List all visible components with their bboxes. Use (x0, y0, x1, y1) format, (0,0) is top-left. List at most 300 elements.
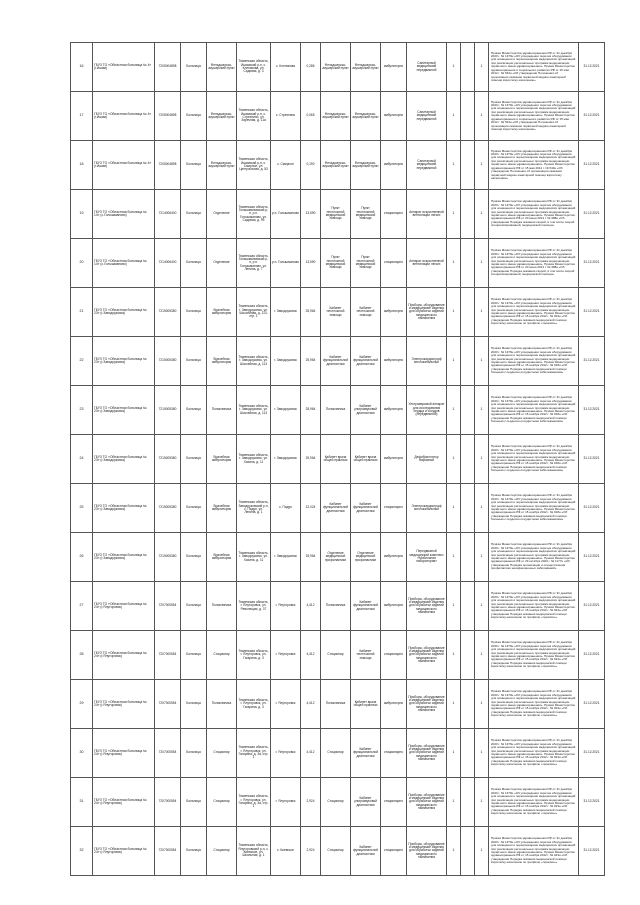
table-row (71, 43, 605, 92)
planned-unit-cell: Фельдшерско-акушерский пункт (351, 92, 381, 141)
organization-name-cell: ГБУЗ ТО «Областная больница № 23» (г.Заводоуковск) (93, 435, 155, 484)
care-category-cell: амбулаторно (381, 435, 407, 484)
organization-type-cell: Больница (181, 386, 207, 435)
population-cell: 2,924 (301, 778, 321, 827)
equipment-name-cell: Аппарат искусственной вентиляции легких (407, 239, 447, 288)
unit-address-cell: Тюменская область, Ялуторовский р-н, с. Киевское, ул. Школьная, д. 1 (237, 827, 271, 876)
quantity-total-cell: 1 (447, 484, 461, 533)
regulatory-basis-cell: Приказ Министерства здравоохранения РФ от 31 декабря 2020 г. № 1379н «Об утверждении перечня оборудования для оснащения и переоснащения медицинских организаций при реализации региональных программ модернизации первичного звена здравоохранения». Приказ Министерства здравоохранения РФ от 15 ноября 2012 г. № 918н «Об утверждении Порядка оказания медицинской помощи больным с сердечно-сосудистыми заболеваниями» (489, 386, 579, 435)
settlement-cell: с. Падун (271, 484, 301, 533)
population-cell: 13,590 (301, 190, 321, 239)
organization-type-cell: Больница (181, 337, 207, 386)
medical-object-cell: Поликлиника (321, 386, 351, 435)
table-row (71, 288, 605, 337)
unit-address-cell: Тюменская область, г. Ялуторовск, ул. Гагарина, д. 3 (237, 680, 271, 729)
organization-name-cell: ГБУЗ ТО «Областная больница № 23» (г.Заводоуковск) (93, 484, 155, 533)
table-row (71, 827, 605, 876)
quantity-total-cell: 1 (447, 533, 461, 582)
quantity-existing-cell (461, 190, 475, 239)
settlement-cell: г. Ялуторовск (271, 631, 301, 680)
equipment-name-cell: Приборы, оборудование и медицинские изделия для обработки изделий медицинского назначения (407, 729, 447, 778)
quantity-total-cell: 1 (447, 778, 461, 827)
quantity-needed-cell: 1 (475, 337, 489, 386)
care-category-cell: стационарно (381, 484, 407, 533)
organization-code-cell: 7205004898 (155, 141, 181, 190)
quantity-existing-cell (461, 827, 475, 876)
organization-type-cell: Больница (181, 484, 207, 533)
quantity-needed-cell: 1 (475, 484, 489, 533)
equipment-name-cell: Санитарный медицинский передвижной (407, 92, 447, 141)
equipment-name-cell: Приборы, оборудование и медицинские изделия для обработки изделий медицинского назначения (407, 778, 447, 827)
settlement-cell: г. Заводоуковск (271, 386, 301, 435)
quantity-existing-cell (461, 533, 475, 582)
delivery-date-cell: 31.12.2021 (579, 288, 605, 337)
equipment-table (70, 42, 605, 876)
unit-address-cell: Тюменская область, г. Заводоуковск, ул. Хахина, д. 11 (237, 533, 271, 582)
quantity-needed-cell: 1 (475, 43, 489, 92)
settlement-cell: р.п. Голышманово (271, 190, 301, 239)
row-number-cell: 30 (71, 729, 93, 778)
equipment-name-cell: Ультразвуковой аппарат для исследования сердца и сосудов (передвижной) (407, 386, 447, 435)
population-cell: 0,065 (301, 92, 321, 141)
settlement-cell: г. Ялуторовск (271, 729, 301, 778)
quantity-needed-cell: 1 (475, 582, 489, 631)
row-number-cell: 21 (71, 288, 93, 337)
population-cell: 22,024 (301, 484, 321, 533)
medical-object-cell: Кабинет неотложной помощи (321, 288, 351, 337)
quantity-total-cell: 1 (447, 92, 461, 141)
delivery-date-cell: 31.12.2021 (579, 582, 605, 631)
quantity-existing-cell (461, 484, 475, 533)
medical-object-cell: Стационар (321, 827, 351, 876)
planned-unit-cell: Кабинет функциональной диагностики (351, 827, 381, 876)
organization-name-cell: ГБУЗ ТО «Областная больница № 24» (г.Ялуторовск) (93, 827, 155, 876)
structural-unit-cell: Отделение (207, 239, 237, 288)
equipment-name-cell: Передвижной медицинский комплекс «Мобильная лаборатория» (407, 533, 447, 582)
table-row (71, 141, 605, 190)
medical-object-cell: Поликлиника (321, 680, 351, 729)
organization-name-cell: ГБУЗ ТО «Областная больница № 24» (г.Ялуторовск) (93, 631, 155, 680)
organization-name-cell: ГБУЗ ТО «Областная больница № 24» (г.Ялуторовск) (93, 729, 155, 778)
delivery-date-cell: 31.12.2021 (579, 239, 605, 288)
quantity-total-cell: 1 (447, 582, 461, 631)
equipment-name-cell: Приборы, оборудование и медицинские изделия для обработки изделий медицинского назначения (407, 631, 447, 680)
structural-unit-cell: Поликлиника (207, 582, 237, 631)
quantity-existing-cell (461, 92, 475, 141)
row-number-cell: 25 (71, 484, 93, 533)
row-number-cell: 28 (71, 631, 93, 680)
medical-object-cell: Поликлиника (321, 582, 351, 631)
quantity-existing-cell (461, 43, 475, 92)
delivery-date-cell: 31.12.2021 (579, 533, 605, 582)
organization-name-cell: ГБУЗ ТО «Областная больница № 4» (г.Ишим) (93, 92, 155, 141)
quantity-existing-cell (461, 729, 475, 778)
row-number-cell: 23 (71, 386, 93, 435)
structural-unit-cell: Стационар (207, 827, 237, 876)
settlement-cell: г. Заводоуковск (271, 337, 301, 386)
regulatory-basis-cell: Приказ Министерства здравоохранения РФ от 31 декабря 2020 г. № 1379н «Об утверждении перечня оборудования для оснащения и переоснащения медицинских организаций при реализации региональных программ модернизации первичного звена здравоохранения». Приказ Министерства здравоохранения РФ от 15 ноября 2012 г. № 923н «Об утверждении Порядка оказания медицинской помощи взрослому населению по профилю «терапия»» (489, 631, 579, 680)
settlement-cell: с. Смирное (271, 141, 301, 190)
population-cell: 4,412 (301, 582, 321, 631)
quantity-existing-cell (461, 239, 475, 288)
organization-name-cell: ГБУЗ ТО «Областная больница № 24» (г.Ялуторовск) (93, 680, 155, 729)
settlement-cell: с. Киевское (271, 827, 301, 876)
medical-object-cell: Стационар (321, 729, 351, 778)
unit-address-cell: Тюменская область, Голышмановский р-н, р.п. Голышманово, ул. Ленина, д. 7 (237, 239, 271, 288)
settlement-cell: р.п. Голышманово (271, 239, 301, 288)
care-category-cell: амбулаторно (381, 582, 407, 631)
unit-address-cell: Тюменская область, Ишимский р-н, с. Стрехнино, ул. Заречная, д. 11а (237, 92, 271, 141)
population-cell: 4,412 (301, 631, 321, 680)
regulatory-basis-cell: Приказ Министерства здравоохранения РФ от 31 декабря 2020 г. № 1379н «Об утверждении перечня оборудования для оснащения и переоснащения медицинских организаций при реализации региональных программ модернизации первичного звена здравоохранения». Приказ Министерства здравоохранения РФ от 15 ноября 2012 г. № 923н «Об утверждении Порядка оказания медицинской помощи взрослому населению по профилю «терапия»» (489, 827, 579, 876)
planned-unit-cell: Фельдшерско-акушерский пункт (351, 141, 381, 190)
population-cell: 2,924 (301, 827, 321, 876)
medical-object-cell: Кабинет врача общей практики (321, 435, 351, 484)
planned-unit-cell: Пункт неотложной медицинской помощи (351, 239, 381, 288)
regulatory-basis-cell: Приказ Министерства здравоохранения РФ от 31 декабря 2020 г. № 1379н «Об утверждении перечня оборудования для оснащения и переоснащения медицинских организаций при реализации региональных программ модернизации первичного звена здравоохранения». Приказ Министерства здравоохранения РФ от 15 ноября 2012 г. № 923н «Об утверждении Порядка оказания медицинской помощи взрослому населению по профилю «терапия»» (489, 582, 579, 631)
structural-unit-cell: Стационар (207, 778, 237, 827)
structural-unit-cell: Врачебная амбулатория (207, 533, 237, 582)
equipment-name-cell: Санитарный медицинский передвижной (407, 43, 447, 92)
equipment-name-cell: Электрокардиограф многоканальный (407, 484, 447, 533)
delivery-date-cell: 31.12.2021 (579, 435, 605, 484)
quantity-total-cell: 1 (447, 190, 461, 239)
quantity-needed-cell: 1 (475, 631, 489, 680)
equipment-name-cell: Аппарат искусственной вентиляции легких (407, 190, 447, 239)
organization-name-cell: ГБУЗ ТО «Областная больница № 23» (г.Заводоуковск) (93, 337, 155, 386)
row-number-cell: 22 (71, 337, 93, 386)
regulatory-basis-cell: Приказ Министерства здравоохранения РФ от 31 декабря 2020 г. № 1379н «Об утверждении перечня оборудования для оснащения и переоснащения медицинских организаций при реализации региональных программ модернизации первичного звена здравоохранения». Приказ Министерства здравоохранения и социального развития РФ от 15 мая 2012 г. № 543н «Об утверждении Положения об организации оказания первичной медико-санитарной помощи взрослому населению» (489, 92, 579, 141)
organization-code-cell: 7215005380 (155, 288, 181, 337)
care-category-cell: амбулаторно (381, 533, 407, 582)
table-row (71, 631, 605, 680)
care-category-cell: амбулаторно (381, 141, 407, 190)
care-category-cell: стационарно (381, 239, 407, 288)
quantity-existing-cell (461, 435, 475, 484)
quantity-needed-cell: 1 (475, 435, 489, 484)
planned-unit-cell: Фельдшерско-акушерский пункт (351, 43, 381, 92)
organization-name-cell: ГБУЗ ТО «Областная больница № 4» (г.Ишим) (93, 43, 155, 92)
table-row (71, 729, 605, 778)
care-category-cell: амбулаторно (381, 92, 407, 141)
quantity-existing-cell (461, 337, 475, 386)
planned-unit-cell: Кабинет функциональной диагностики (351, 729, 381, 778)
quantity-total-cell: 1 (447, 337, 461, 386)
quantity-needed-cell: 1 (475, 778, 489, 827)
row-number-cell: 16 (71, 43, 93, 92)
regulatory-basis-cell: Приказ Министерства здравоохранения РФ от 31 декабря 2020 г. № 1379н «Об утверждении перечня оборудования для оснащения и переоснащения медицинских организаций при реализации региональных программ модернизации первичного звена здравоохранения». Приказ Министерства здравоохранения РФ от 15 ноября 2012 г. № 923н «Об утверждении Порядка оказания медицинской помощи взрослому населению по профилю «терапия»» (489, 680, 579, 729)
settlement-cell: г. Ялуторовск (271, 778, 301, 827)
unit-address-cell: Тюменская область, г. Ялуторовск, ул. Революции, д. 37 (237, 582, 271, 631)
organization-type-cell: Больница (181, 288, 207, 337)
table-row (71, 582, 605, 631)
structural-unit-cell: Стационар (207, 631, 237, 680)
equipment-name-cell: Приборы, оборудование и медицинские изделия для обработки изделий медицинского назначения (407, 582, 447, 631)
organization-code-cell: 7207000554 (155, 680, 181, 729)
quantity-existing-cell (461, 288, 475, 337)
organization-type-cell: Больница (181, 533, 207, 582)
equipment-name-cell: Дефибриллятор бифазный (407, 435, 447, 484)
delivery-date-cell: 31.12.2021 (579, 141, 605, 190)
medical-object-cell: Пункт неотложной медицинской помощи (321, 239, 351, 288)
table-body (71, 43, 605, 876)
quantity-total-cell: 1 (447, 680, 461, 729)
unit-address-cell: Тюменская область, Заводоуковский р-н, с. Падун, ул. Ленина, д. 1 (237, 484, 271, 533)
organization-code-cell: 7215005380 (155, 386, 181, 435)
table-row (71, 92, 605, 141)
organization-type-cell: Больница (181, 190, 207, 239)
structural-unit-cell: Врачебная амбулатория (207, 484, 237, 533)
organization-code-cell: 7215005380 (155, 484, 181, 533)
row-number-cell: 29 (71, 680, 93, 729)
settlement-cell: с. Клепикова (271, 43, 301, 92)
organization-name-cell: ГБУЗ ТО «Областная больница № 4» (г.Ишим) (93, 141, 155, 190)
delivery-date-cell: 31.12.2021 (579, 729, 605, 778)
care-category-cell: стационарно (381, 631, 407, 680)
delivery-date-cell: 31.12.2021 (579, 386, 605, 435)
table-row (71, 680, 605, 729)
organization-code-cell: 7215005380 (155, 533, 181, 582)
settlement-cell: г. Ялуторовск (271, 582, 301, 631)
organization-type-cell: Больница (181, 239, 207, 288)
medical-object-cell: Фельдшерско-акушерский пункт (321, 43, 351, 92)
organization-name-cell: ГБУЗ ТО «Областная больница № 24» (г.Ялуторовск) (93, 582, 155, 631)
table-row (71, 190, 605, 239)
population-cell: 25,964 (301, 386, 321, 435)
population-cell: 25,964 (301, 337, 321, 386)
organization-code-cell: 7214006400 (155, 239, 181, 288)
regulatory-basis-cell: Приказ Министерства здравоохранения РФ от 31 декабря 2020 г. № 1379н «Об утверждении перечня оборудования для оснащения и переоснащения медицинских организаций при реализации региональных программ модернизации первичного звена здравоохранения». Приказ Министерства здравоохранения РФ от 15 ноября 2012 г. № 918н «Об утверждении Порядка оказания медицинской помощи больным с сердечно-сосудистыми заболеваниями» (489, 484, 579, 533)
delivery-date-cell: 31.12.2021 (579, 92, 605, 141)
row-number-cell: 32 (71, 827, 93, 876)
planned-unit-cell: Кабинет функциональной диагностики (351, 484, 381, 533)
quantity-total-cell: 1 (447, 386, 461, 435)
care-category-cell: стационарно (381, 827, 407, 876)
medical-object-cell: Стационар (321, 631, 351, 680)
regulatory-basis-cell: Приказ Министерства здравоохранения РФ от 31 декабря 2020 г. № 1379н «Об утверждении перечня оборудования для оснащения и переоснащения медицинских организаций при реализации региональных программ модернизации первичного звена здравоохранения». Приказ Министерства здравоохранения РФ от 15 ноября 2012 г. № 918н «Об утверждении Порядка оказания медицинской помощи больным с сердечно-сосудистыми заболеваниями» (489, 435, 579, 484)
medical-object-cell: Стационар (321, 778, 351, 827)
delivery-date-cell: 31.12.2021 (579, 43, 605, 92)
quantity-total-cell: 1 (447, 631, 461, 680)
row-number-cell: 26 (71, 533, 93, 582)
quantity-total-cell: 1 (447, 239, 461, 288)
row-number-cell: 27 (71, 582, 93, 631)
organization-code-cell: 7207000554 (155, 631, 181, 680)
organization-type-cell: Больница (181, 92, 207, 141)
medical-object-cell: Фельдшерско-акушерский пункт (321, 92, 351, 141)
medical-object-cell: Кабинет функциональной диагностики (321, 484, 351, 533)
care-category-cell: амбулаторно (381, 288, 407, 337)
planned-unit-cell: Кабинет врача общей практики (351, 680, 381, 729)
row-number-cell: 24 (71, 435, 93, 484)
quantity-needed-cell: 1 (475, 190, 489, 239)
table-row (71, 337, 605, 386)
unit-address-cell: Тюменская область, Ишимский р-н, с. Смирное, ул. Центральная, д. 53 (237, 141, 271, 190)
organization-name-cell: ГБУЗ ТО «Областная больница № 24» (г.Ялуторовск) (93, 778, 155, 827)
population-cell: 25,964 (301, 533, 321, 582)
organization-name-cell: ГБУЗ ТО «Областная больница № 23» (г.Заводоуковск) (93, 386, 155, 435)
row-number-cell: 20 (71, 239, 93, 288)
organization-code-cell: 7205004898 (155, 43, 181, 92)
unit-address-cell: Тюменская область, г. Ялуторовск, ул. Гагарина, д. 3 (237, 631, 271, 680)
structural-unit-cell: Фельдшерско-акушерский пункт (207, 92, 237, 141)
structural-unit-cell: Поликлиника (207, 680, 237, 729)
quantity-total-cell: 1 (447, 729, 461, 778)
table-row (71, 435, 605, 484)
organization-code-cell: 7207000554 (155, 827, 181, 876)
settlement-cell: г. Заводоуковск (271, 288, 301, 337)
care-category-cell: амбулаторно (381, 386, 407, 435)
unit-address-cell: Тюменская область, г. Заводоуковск, ул. Шоссейная, д. 113 (237, 386, 271, 435)
organization-type-cell: Больница (181, 141, 207, 190)
regulatory-basis-cell: Приказ Министерства здравоохранения РФ от 31 декабря 2020 г. № 1379н «Об утверждении перечня оборудования для оснащения и переоснащения медицинских организаций при реализации региональных программ модернизации первичного звена здравоохранения». Приказ Министерства здравоохранения РФ от 15 ноября 2012 г. № 918н «Об утверждении Порядка оказания медицинской помощи больным с сердечно-сосудистыми заболеваниями» (489, 337, 579, 386)
quantity-needed-cell: 1 (475, 827, 489, 876)
quantity-needed-cell: 1 (475, 92, 489, 141)
organization-name-cell: ГБУЗ ТО «Областная больница № 14» (с.Голышманово) (93, 239, 155, 288)
structural-unit-cell: Фельдшерско-акушерский пункт (207, 43, 237, 92)
organization-type-cell: Больница (181, 729, 207, 778)
organization-code-cell: 7215005380 (155, 337, 181, 386)
delivery-date-cell: 31.12.2021 (579, 631, 605, 680)
organization-type-cell: Больница (181, 631, 207, 680)
quantity-needed-cell: 1 (475, 729, 489, 778)
planned-unit-cell: Кабинет функциональной диагностики (351, 337, 381, 386)
population-cell: 25,964 (301, 288, 321, 337)
quantity-existing-cell (461, 680, 475, 729)
care-category-cell: амбулаторно (381, 43, 407, 92)
quantity-existing-cell (461, 141, 475, 190)
quantity-needed-cell: 1 (475, 141, 489, 190)
organization-code-cell: 7207000554 (155, 778, 181, 827)
quantity-total-cell: 1 (447, 43, 461, 92)
structural-unit-cell: Врачебная амбулатория (207, 435, 237, 484)
organization-name-cell: ГБУЗ ТО «Областная больница № 23» (г.Заводоуковск) (93, 288, 155, 337)
equipment-name-cell: Приборы, оборудование и медицинские изделия для обработки изделий медицинского назначения (407, 288, 447, 337)
planned-unit-cell: Кабинет неотложной помощи (351, 288, 381, 337)
regulatory-basis-cell: Приказ Министерства здравоохранения РФ от 31 декабря 2020 г. № 1379н «Об утверждении перечня оборудования для оснащения и переоснащения медицинских организаций при реализации региональных программ модернизации первичного звена здравоохранения». Приказ Министерства здравоохранения РФ от 15 ноября 2012 г. № 923н «Об утверждении Порядка оказания медицинской помощи взрослому населению по профилю «терапия»» (489, 729, 579, 778)
equipment-name-cell: Приборы, оборудование и медицинские изделия для обработки изделий медицинского назначения (407, 680, 447, 729)
delivery-date-cell: 31.12.2021 (579, 827, 605, 876)
quantity-existing-cell (461, 386, 475, 435)
delivery-date-cell: 31.12.2021 (579, 680, 605, 729)
population-cell: 0,286 (301, 43, 321, 92)
row-number-cell: 17 (71, 92, 93, 141)
unit-address-cell: Тюменская область, г. Заводоуковск, ул. Хахина, д. 11 (237, 435, 271, 484)
quantity-total-cell: 1 (447, 827, 461, 876)
structural-unit-cell: Врачебная амбулатория (207, 337, 237, 386)
unit-address-cell: Тюменская область, г. Ялуторовск, ул. Гагарина, д. 3а, стр. 1 (237, 729, 271, 778)
quantity-needed-cell: 1 (475, 288, 489, 337)
regulatory-basis-cell: Приказ Министерства здравоохранения РФ от 31 декабря 2020 г. № 1379н «Об утверждении перечня оборудования для оснащения и переоснащения медицинских организаций при реализации региональных программ модернизации первичного звена здравоохранения». Приказ Министерства здравоохранения РФ от 29 октября 2020 г. № 1177н «Об утверждении Порядка организации и осуществления профилактики неинфекционных заболеваний» (489, 533, 579, 582)
organization-type-cell: Больница (181, 43, 207, 92)
organization-type-cell: Больница (181, 435, 207, 484)
regulatory-basis-cell: Приказ Министерства здравоохранения РФ от 31 декабря 2020 г. № 1379н «Об утверждении перечня оборудования для оснащения и переоснащения медицинских организаций при реализации региональных программ модернизации первичного звена здравоохранения». Приказ Министерства здравоохранения РФ от 20 июня 2013 г. № 388н «Об утверждении Порядка оказания скорой, в том числе скорой специализированной, медицинской помощи» (489, 190, 579, 239)
regulatory-basis-cell: Приказ Министерства здравоохранения РФ от 31 декабря 2020 г. № 1379н «Об утверждении перечня оборудования для оснащения и переоснащения медицинских организаций при реализации региональных программ модернизации первичного звена здравоохранения». Приказ Министерства здравоохранения РФ от 15 мая 2012 г. № 543н «Об утверждении Положения об организации оказания первичной медико-санитарной помощи взрослому населению» (489, 141, 579, 190)
structural-unit-cell: Отделение (207, 190, 237, 239)
settlement-cell: с. Стрехнино (271, 92, 301, 141)
planned-unit-cell: Кабинет ультразвуковой диагностики (351, 386, 381, 435)
population-cell: 4,412 (301, 729, 321, 778)
care-category-cell: стационарно (381, 190, 407, 239)
organization-type-cell: Больница (181, 827, 207, 876)
row-number-cell: 31 (71, 778, 93, 827)
structural-unit-cell: Врачебная амбулатория (207, 288, 237, 337)
unit-address-cell: Тюменская область, Ишимский р-н, с. Клепикова, ул. Садовая, д. 3 (237, 43, 271, 92)
population-cell: 13,590 (301, 239, 321, 288)
quantity-total-cell: 1 (447, 141, 461, 190)
regulatory-basis-cell: Приказ Министерства здравоохранения РФ от 31 декабря 2020 г. № 1379н «Об утверждении перечня оборудования для оснащения и переоснащения медицинских организаций при реализации региональных программ модернизации первичного звена здравоохранения». Приказ Министерства здравоохранения РФ от 15 ноября 2012 г. № 923н «Об утверждении Порядка оказания медицинской помощи взрослому населению по профилю «терапия»» (489, 288, 579, 337)
quantity-existing-cell (461, 582, 475, 631)
care-category-cell: стационарно (381, 778, 407, 827)
organization-code-cell: 7215005380 (155, 435, 181, 484)
medical-object-cell: Кабинет функциональной диагностики (321, 337, 351, 386)
medical-object-cell: Отделение медицинской профилактики (321, 533, 351, 582)
settlement-cell: г. Ялуторовск (271, 680, 301, 729)
population-cell: 25,964 (301, 435, 321, 484)
settlement-cell: г. Заводоуковск (271, 435, 301, 484)
table-row (71, 533, 605, 582)
organization-type-cell: Больница (181, 778, 207, 827)
table-row (71, 239, 605, 288)
quantity-total-cell: 1 (447, 288, 461, 337)
organization-type-cell: Больница (181, 582, 207, 631)
structural-unit-cell: Фельдшерско-акушерский пункт (207, 141, 237, 190)
medical-object-cell: Пункт неотложной медицинской помощи (321, 190, 351, 239)
planned-unit-cell: Отделение медицинской профилактики (351, 533, 381, 582)
planned-unit-cell: Кабинет функциональной диагностики (351, 582, 381, 631)
quantity-existing-cell (461, 778, 475, 827)
row-number-cell: 19 (71, 190, 93, 239)
organization-name-cell: ГБУЗ ТО «Областная больница № 23» (г.Заводоуковск) (93, 533, 155, 582)
planned-unit-cell: Кабинет неотложной помощи (351, 631, 381, 680)
structural-unit-cell: Стационар (207, 729, 237, 778)
unit-address-cell: Тюменская область, Голышмановский р-н, р.п. Голышманово, ул. Садовая, д. 99 (237, 190, 271, 239)
settlement-cell: г. Заводоуковск (271, 533, 301, 582)
equipment-name-cell: Электрокардиограф многоканальный (407, 337, 447, 386)
row-number-cell: 18 (71, 141, 93, 190)
quantity-needed-cell: 1 (475, 386, 489, 435)
population-cell: 4,412 (301, 680, 321, 729)
unit-address-cell: Тюменская область, г. Заводоуковск, ул. Шоссейная, д. 113, стр. 1 (237, 288, 271, 337)
care-category-cell: амбулаторно (381, 680, 407, 729)
delivery-date-cell: 31.12.2021 (579, 778, 605, 827)
table-row (71, 484, 605, 533)
care-category-cell: амбулаторно (381, 337, 407, 386)
organization-name-cell: ГБУЗ ТО «Областная больница № 14» (с.Голышманово) (93, 190, 155, 239)
planned-unit-cell: Пункт неотложной медицинской помощи (351, 190, 381, 239)
organization-code-cell: 7214006400 (155, 190, 181, 239)
unit-address-cell: Тюменская область, г. Ялуторовск, ул. Гагарина, д. 3а, стр. 1 (237, 778, 271, 827)
planned-unit-cell: Кабинет врача общей практики (351, 435, 381, 484)
regulatory-basis-cell: Приказ Министерства здравоохранения РФ от 31 декабря 2020 г. № 1379н «Об утверждении перечня оборудования для оснащения и переоснащения медицинских организаций при реализации региональных программ модернизации первичного звена здравоохранения». Приказ Министерства здравоохранения РФ от 15 ноября 2012 г. № 923н «Об утверждении Порядка оказания медицинской помощи взрослому населению по профилю «терапия»» (489, 778, 579, 827)
structural-unit-cell: Поликлиника (207, 386, 237, 435)
unit-address-cell: Тюменская область, г. Заводоуковск, ул. Шоссейная, д. 113 (237, 337, 271, 386)
medical-object-cell: Фельдшерско-акушерский пункт (321, 141, 351, 190)
delivery-date-cell: 31.12.2021 (579, 484, 605, 533)
organization-code-cell: 7207000554 (155, 582, 181, 631)
organization-type-cell: Больница (181, 680, 207, 729)
organization-code-cell: 7207000554 (155, 729, 181, 778)
planned-unit-cell: Кабинет ультразвуковой диагностики (351, 778, 381, 827)
quantity-needed-cell: 1 (475, 533, 489, 582)
regulatory-basis-cell: Приказ Министерства здравоохранения РФ от 31 декабря 2020 г. № 1379н «Об утверждении перечня оборудования для оснащения и переоснащения медицинских организаций при реализации региональных программ модернизации первичного звена здравоохранения». Приказ Министерства здравоохранения и социального развития РФ от 15 мая 2012 г. № 543н «Об утверждении Положения об организации оказания первичной медико-санитарной помощи взрослому населению» (489, 43, 579, 92)
quantity-total-cell: 1 (447, 435, 461, 484)
regulatory-basis-cell: Приказ Министерства здравоохранения РФ от 31 декабря 2020 г. № 1379н «Об утверждении перечня оборудования для оснащения и переоснащения медицинских организаций при реализации региональных программ модернизации первичного звена здравоохранения». Приказ Министерства здравоохранения РФ от 20 июня 2013 г. № 388н «Об утверждении Порядка оказания скорой, в том числе скорой специализированной, медицинской помощи» (489, 239, 579, 288)
equipment-name-cell: Приборы, оборудование и медицинские изделия для обработки изделий медицинского назначения (407, 827, 447, 876)
table-row (71, 386, 605, 435)
quantity-existing-cell (461, 631, 475, 680)
organization-code-cell: 7205004898 (155, 92, 181, 141)
